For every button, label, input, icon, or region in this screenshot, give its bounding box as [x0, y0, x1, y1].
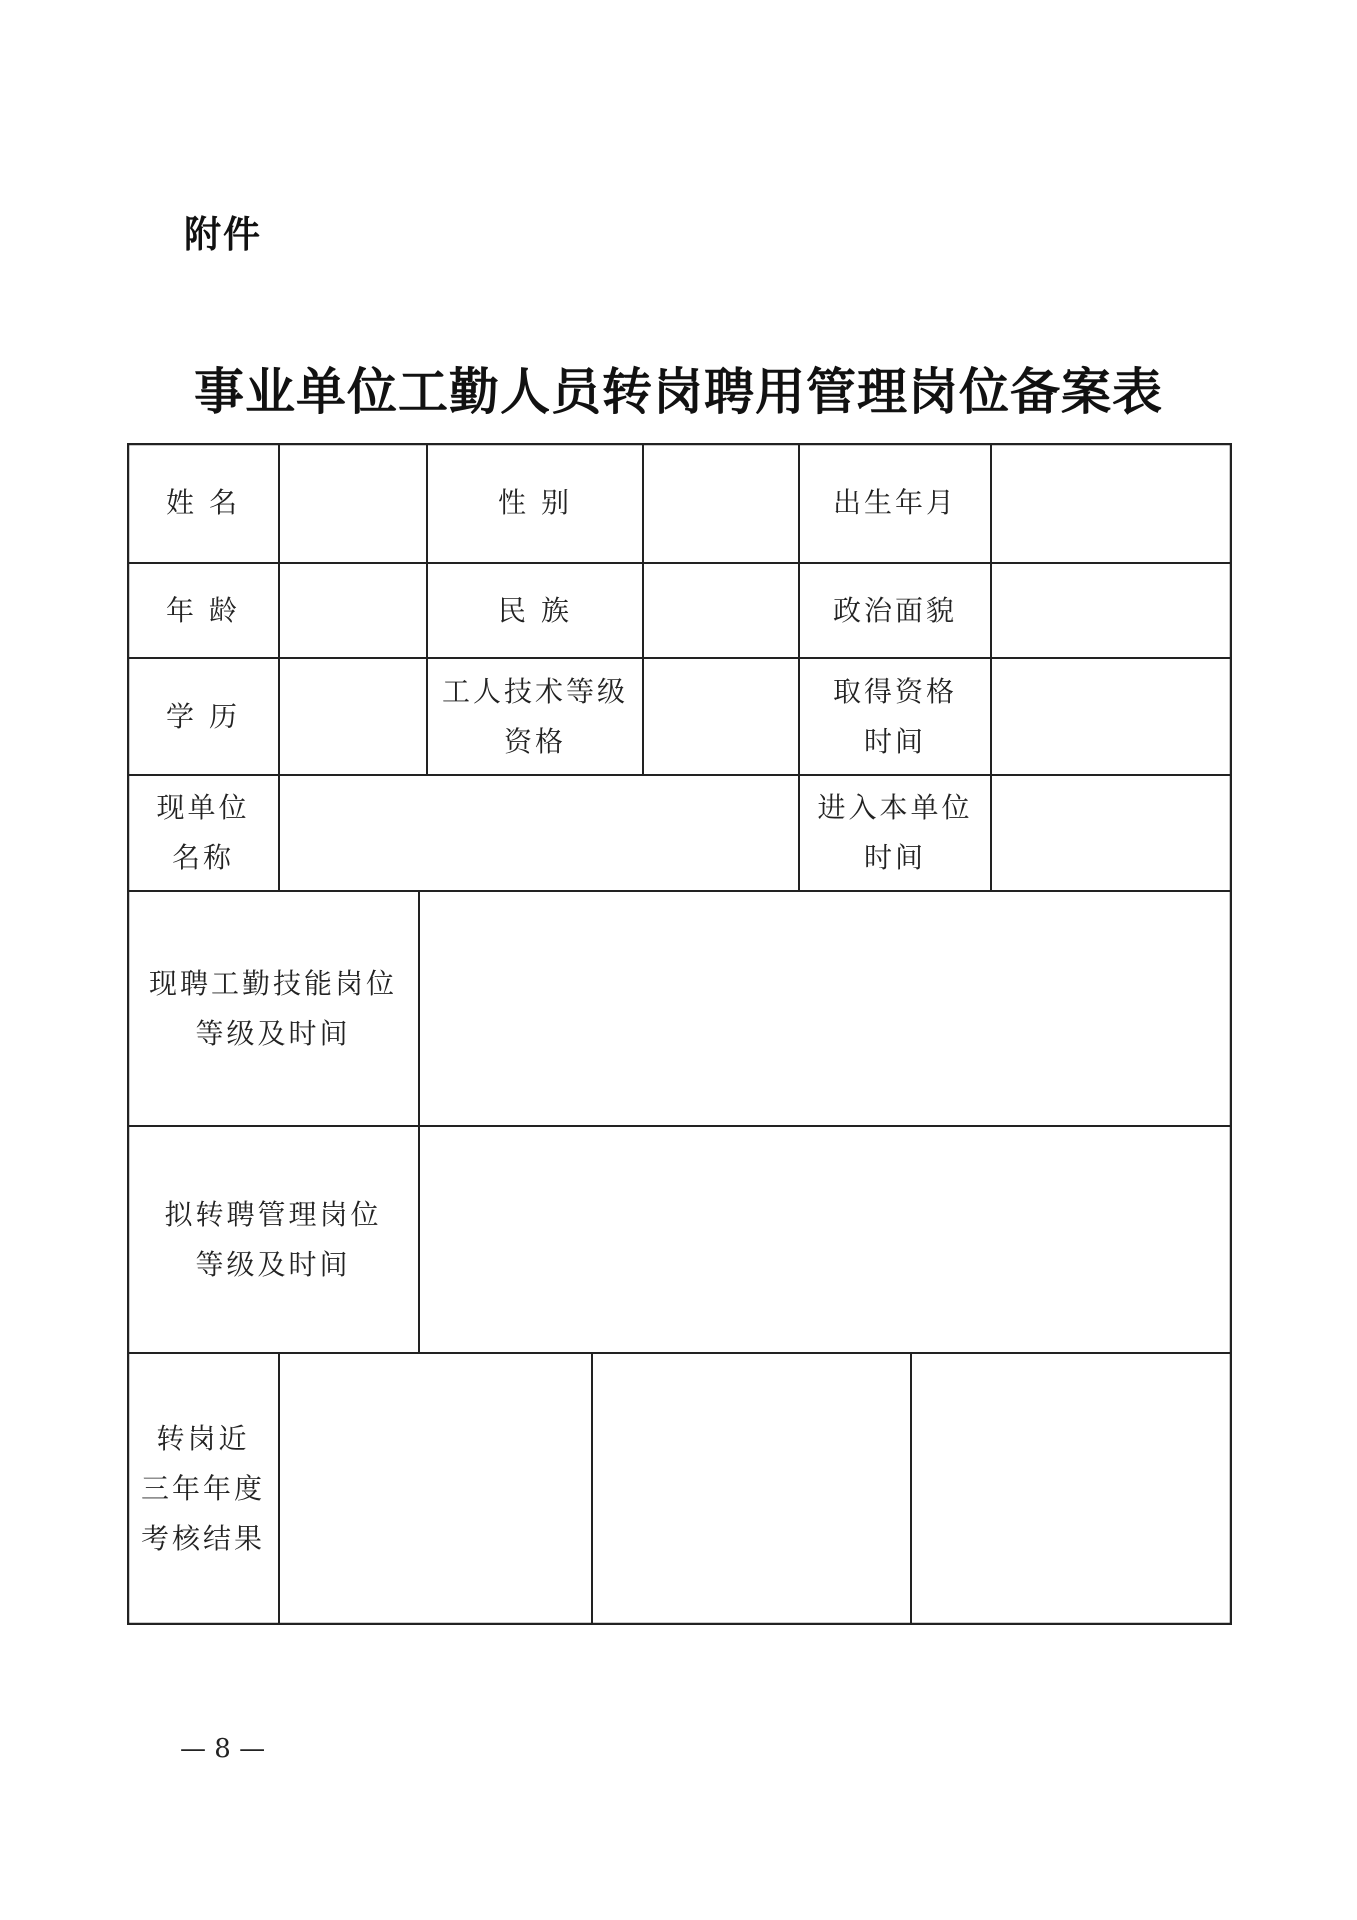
proposed-post-label: 拟转聘管理岗位 等级及时间 [164, 1197, 382, 1281]
annual-appraisal-label: 转岗近 三年年度 考核结果 [140, 1422, 265, 1555]
gender-input[interactable] [643, 443, 799, 563]
appraisal-year-2-input[interactable] [592, 1353, 911, 1625]
ethnicity-input[interactable] [643, 563, 799, 658]
current-unit-label: 现单位 名称 [156, 791, 250, 874]
name-input[interactable] [279, 443, 427, 563]
political-status-input[interactable] [991, 563, 1232, 658]
birth-date-label: 出生年月 [832, 486, 957, 519]
education-label: 学 历 [166, 699, 240, 733]
technical-level-label: 工人技术等级 资格 [441, 674, 628, 758]
ethnicity-label: 民 族 [498, 593, 572, 627]
age-input[interactable] [279, 563, 427, 658]
appraisal-year-1-input[interactable] [279, 1353, 592, 1625]
current-unit-input[interactable] [279, 775, 799, 891]
entry-date-input[interactable] [991, 775, 1232, 891]
gender-label: 性 别 [498, 486, 572, 519]
proposed-post-input[interactable] [419, 1126, 1232, 1353]
education-input[interactable] [279, 658, 427, 775]
qualification-date-input[interactable] [991, 658, 1232, 775]
document-title: 事业单位工勤人员转岗聘用管理岗位备案表 [194, 362, 1163, 421]
entry-date-label: 进入本单位 时间 [817, 791, 973, 874]
age-label: 年 龄 [166, 593, 240, 627]
technical-level-input[interactable] [643, 658, 799, 775]
birth-date-input[interactable] [991, 443, 1232, 563]
political-status-label: 政治面貌 [832, 593, 957, 627]
page-number: — 8 — [180, 1734, 266, 1764]
qualification-date-label: 取得资格 时间 [832, 674, 957, 758]
current-post-label: 现聘工勤技能岗位 等级及时间 [148, 966, 397, 1050]
appraisal-year-3-input[interactable] [911, 1353, 1232, 1625]
filing-form-table [127, 443, 1232, 1625]
current-post-input[interactable] [419, 891, 1232, 1126]
name-label: 姓 名 [166, 486, 240, 519]
attachment-label: 附件 [184, 213, 262, 256]
